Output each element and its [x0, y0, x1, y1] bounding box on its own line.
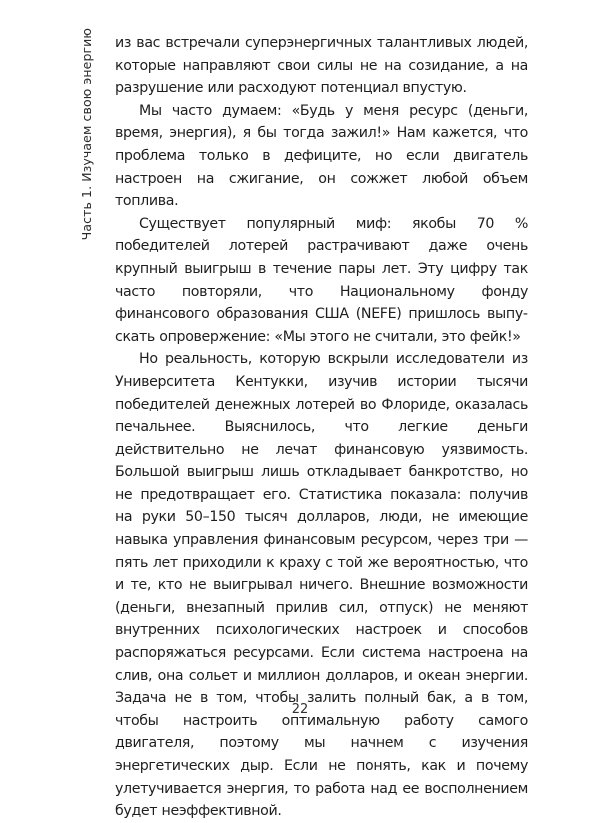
paragraph: Но реальность, которую вскрыли исследователи из Университета Кентукки, изучив истории тысячи победителей денежных лотерей во Флориде, оказалась печальнее. Выяснилось, что легкие деньги действительно не лечат финансовую уязвимость. Большой выигрыш лишь откладывает банкротство, но не предотвращает его. Статистика показала: получив на руки 50–150 тысяч долларов, люди, не имеющие навыка управления финансовым ресурсом, через три — пять лет приходили к краху с той же вероятностью, что и те, кто не выигрывал ничего. Внешние возможности (деньги, внезапный прилив сил, отпуск) не меняют внутренних психологических настроек и способов распоряжаться ресурсами. Если система настроена на слив, она сольет и миллион долларов, и океан энергии. Задача не в том, чтобы залить полный бак, а в том, чтобы настроить оптимальную работу самого двигателя, поэтому мы начнем с изучения энергетических дыр. Если не понять, как и почему улетучивается энергия, то работа над ее восполнением будет неэффективной.	[115, 351, 528, 820]
running-head-text: Часть 1. Изучаем свою энергию	[78, 28, 94, 241]
paragraph-continuation: из вас встречали суперэнергичных талантливых людей, которые направляют свои силы не на созидание, а на разрушение или расходуют потенциал впустую.	[115, 35, 528, 97]
paragraph: Существует популярный миф: якобы 70 % победителей лотерей растрачивают даже очень крупный выигрыш в течение пары лет. Эту цифру так часто повторяли, что Национальному фонду финансового образования США (NEFE) пришлось выпускать опровержение: «Мы этого не считали, это фейк!»	[115, 215, 528, 345]
running-head	[76, 28, 96, 288]
page-number: 22	[291, 702, 309, 717]
paragraph: Мы часто думаем: «Будь у меня ресурс (деньги, время, энергия), я бы тогда зажил!» Нам кажется, что проблема только в дефиците, но если двигатель настроен на сжигание, он сожжет любой объем топлива.	[115, 102, 528, 210]
